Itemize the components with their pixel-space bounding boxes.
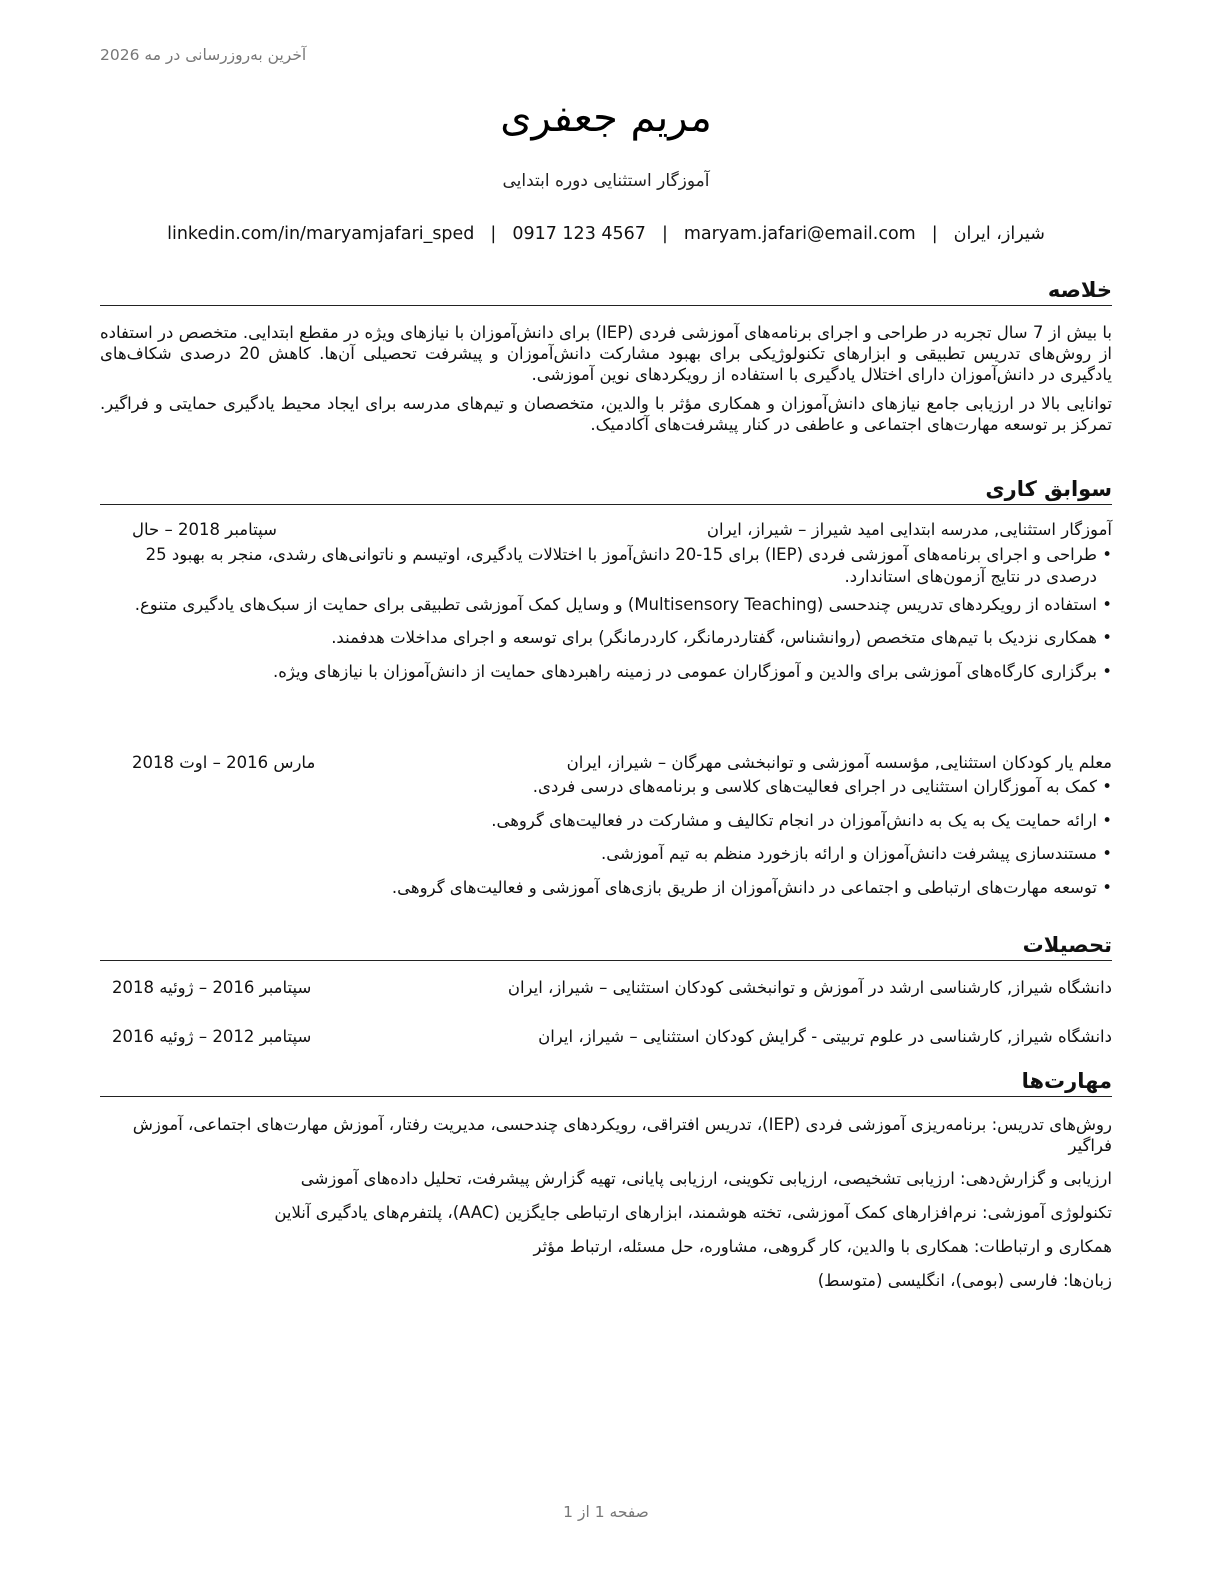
summary-paragraph: با بیش از 7 سال تجربه در طراحی و اجرای برنامه‌های آموزشی فردی (IEP) برای دانش‌آموزان با نیازهای ویژه در مقطع ابتدایی. متخصص در استفاده از روش‌های تدریس تطبیقی و ابزارهای تکنولوژیکی برای بهبود مشارکت دانش‌آموزان و پیشرفت تحصیلی آن‌ها. کاهش 20 درصدی شکاف‌های یادگیری در دانش‌آموزان دارای اختلال یادگیری با استفاده از رویکردهای نوین آموزشی. [100, 323, 1113, 384]
education-row [100, 1025, 1112, 1049]
contact-linkedin-link[interactable]: linkedin.com/in/maryamjafari_sped [167, 224, 475, 244]
summary-section-title: خلاصه [100, 277, 1112, 306]
job-bullet: • برگزاری کارگاه‌های آموزشی برای والدین و آموزگاران عمومی در زمینه راهبردهای حمایت از دانش‌آموزان با نیازهای ویژه. [100, 661, 1112, 683]
job-entry [100, 518, 1112, 683]
skill-line: زبان‌ها: فارسی (بومی)، انگلیسی (متوسط) [817, 1271, 1112, 1290]
job-dates: مارس 2016 – اوت 2018 [132, 753, 316, 772]
summary-paragraph: توانایی بالا در ارزیابی جامع نیازهای دانش‌آموزان و همکاری مؤثر با والدین، متخصصان و تیم‌های مدرسه برای ایجاد محیط یادگیری حمایتی و فراگیر. تمرکز بر توسعه مهارت‌های اجتماعی و عاطفی در کنار پیشرفت‌های آکادمیک. [100, 394, 1112, 434]
job-entry [100, 751, 1112, 898]
job-bullet: • همکاری نزدیک با تیم‌های متخصص (روانشناس، گفتاردرمانگر، کاردرمانگر) برای توسعه و اجرای مداخلات هدفمند. [100, 627, 1112, 649]
education-entry [100, 1025, 1112, 1049]
skills-section [100, 1114, 1112, 1291]
skill-line: ارزیابی و گزارش‌دهی: ارزیابی تشخیصی، ارزیابی تکوینی، ارزیابی پایانی، تهیه گزارش پیشرفت، تحلیل داده‌های آموزشی [300, 1169, 1112, 1188]
job-title: معلم یار کودکان استثنایی, مؤسسه آموزشی و توانبخشی مهرگان – شیراز، ایران [566, 753, 1112, 772]
job-bullet: • ارائه حمایت یک به یک به دانش‌آموزان در انجام تکالیف و مشارکت در فعالیت‌های گروهی. [100, 810, 1112, 832]
skill-line: تکنولوژی آموزشی: نرم‌افزارهای کمک آموزشی، تخته هوشمند، ابزارهای ارتباطی جایگزین (AAC)، پلتفرم‌های یادگیری آنلاین [274, 1203, 1112, 1222]
contact-location: شیراز، ایران [953, 224, 1045, 244]
headline: آموزگار استثنایی دوره ابتدایی [502, 171, 710, 191]
education-dates: سپتامبر 2012 – ژوئیه 2016 [112, 1027, 312, 1046]
education-dates: سپتامبر 2016 – ژوئیه 2018 [112, 978, 312, 997]
contact-separator: | [490, 224, 497, 244]
skills-section-title: مهارت‌ها [100, 1068, 1112, 1097]
contact-line [100, 224, 1112, 244]
job-dates: سپتامبر 2018 – حال [132, 520, 277, 539]
job-bullet: • استفاده از رویکردهای تدریس چندحسی (Multisensory Teaching) و وسایل کمک آموزشی تطبیقی برای حمایت از سبک‌های یادگیری متنوع. [100, 594, 1112, 616]
contact-phone[interactable]: 0917 123 4567 [512, 224, 646, 244]
page-number: صفحه 1 از 1 [563, 1503, 649, 1521]
contact-email-link[interactable]: maryam.jafari@email.com [683, 224, 916, 244]
skill-line: همکاری و ارتباطات: همکاری با والدین، کار گروهی، مشاوره، حل مسئله، ارتباط مؤثر [533, 1237, 1112, 1256]
resume-page [100, 0, 1112, 1584]
job-bullet: • مستندسازی پیشرفت دانش‌آموزان و ارائه بازخورد منظم به تیم آموزشی. [100, 843, 1112, 865]
job-header [100, 751, 1112, 775]
last-updated-text: آخرین به‌روزرسانی در مه 2026 [100, 46, 307, 64]
summary-section [100, 322, 1112, 435]
education-row [100, 976, 1112, 1000]
job-bullet: • توسعه مهارت‌های ارتباطی و اجتماعی در دانش‌آموزان از طریق بازی‌های آموزشی و فعالیت‌های گروهی. [100, 877, 1112, 899]
contact-separator: | [931, 224, 938, 244]
job-bullets [100, 776, 1112, 898]
job-title: آموزگار استثنایی, مدرسه ابتدایی امید شیراز – شیراز، ایران [706, 520, 1112, 539]
job-bullet: • کمک به آموزگاران استثنایی در اجرای فعالیت‌های کلاسی و برنامه‌های درسی فردی. [100, 776, 1112, 798]
experience-section-title: سوابق کاری [100, 476, 1112, 505]
person-name: مریم جعفری [500, 95, 712, 141]
education-entry [100, 976, 1112, 1000]
education-section-title: تحصیلات [100, 932, 1112, 961]
contact-separator: | [661, 224, 668, 244]
job-header [100, 518, 1112, 542]
education-degree: دانشگاه شیراز, کارشناسی ارشد در آموزش و توانبخشی کودکان استثنایی – شیراز، ایران [507, 978, 1112, 997]
education-degree: دانشگاه شیراز, کارشناسی در علوم تربیتی - گرایش کودکان استثنایی – شیراز، ایران [538, 1027, 1112, 1046]
skill-line: روش‌های تدریس: برنامه‌ریزی آموزشی فردی (IEP)، تدریس افتراقی، رویکردهای چندحسی، مدیریت رفتار، آموزش مهارت‌های اجتماعی، آموزش فراگیر [132, 1115, 1112, 1155]
job-bullets [100, 544, 1112, 683]
job-bullet: • طراحی و اجرای برنامه‌های آموزشی فردی (IEP) برای 15-20 دانش‌آموز با اختلالات یادگیری، اوتیسم و ناتوانی‌های رشدی، منجر به بهبود 25 درصدی در نتایج آزمون‌های استاندارد. [100, 544, 1112, 587]
